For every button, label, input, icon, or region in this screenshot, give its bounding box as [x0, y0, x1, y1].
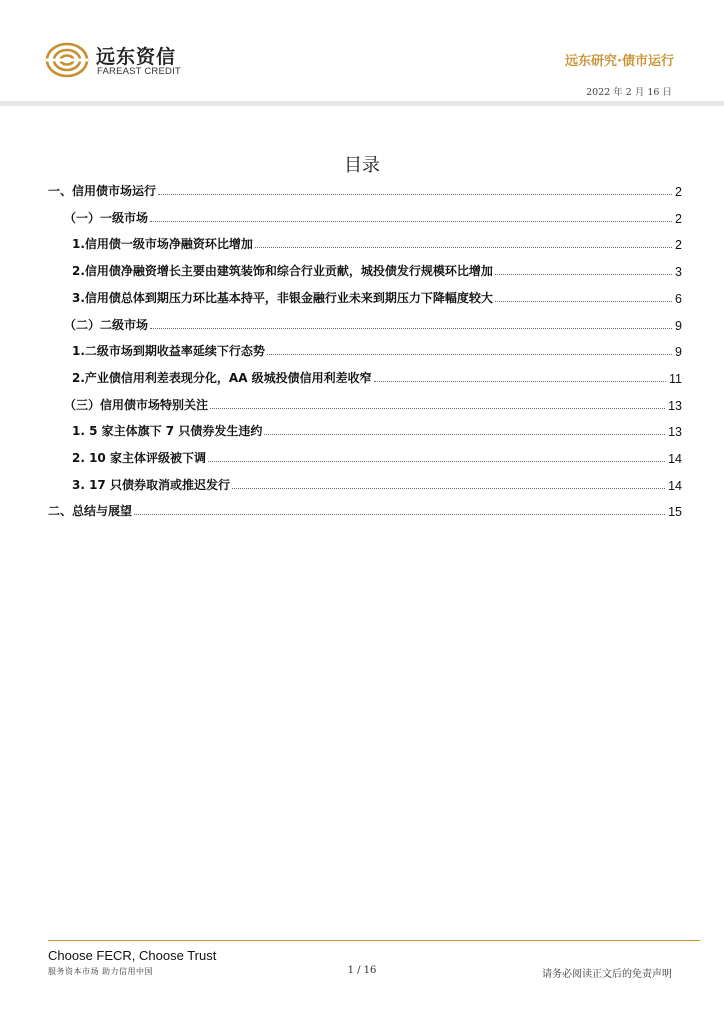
toc-entry-title: 2.信用债净融资增长主要由建筑装饰和综合行业贡献，城投债发行规模环比增加 [72, 264, 493, 279]
toc-dot-leader [267, 353, 672, 355]
footer-disclaimer: 请务必阅读正文后的免责声明 [542, 969, 672, 980]
toc-entry-title: 一、信用债市场运行 [48, 184, 157, 198]
toc-entry[interactable] [72, 261, 682, 279]
logo-chinese-name: 远东资信 [96, 46, 177, 68]
toc-dot-leader [264, 433, 665, 435]
toc-entry-page: 13 [668, 398, 682, 413]
toc-dot-leader [208, 460, 665, 462]
toc-entry[interactable] [72, 475, 682, 493]
toc-dot-leader [134, 513, 665, 515]
toc-title: 目录 [344, 155, 380, 176]
toc-entry-page: 6 [675, 291, 682, 306]
toc-entry-title: 3.信用债总体到期压力环比基本持平，非银金融行业未来到期压力下降幅度较大 [72, 290, 493, 305]
toc-entry-page: 9 [675, 318, 682, 333]
toc-entry-page: 9 [675, 345, 682, 360]
toc-entry[interactable] [72, 448, 682, 466]
toc-dot-leader [150, 327, 672, 329]
toc-entry-page: 14 [668, 478, 682, 493]
toc-entry-page: 14 [668, 452, 682, 466]
report-series-tag: 远东研究·债市运行 [565, 54, 674, 69]
header-divider [0, 101, 724, 106]
logo-english-name: FAREAST CREDIT [97, 66, 181, 77]
toc-dot-leader [210, 407, 665, 409]
footer-slogan: Choose FECR, Choose Trust [48, 948, 217, 963]
toc-dot-leader [158, 193, 672, 195]
report-date: 2022 年 2 月 16 日 [586, 87, 672, 98]
toc-entry-page: 13 [668, 425, 682, 440]
fareast-credit-logo-icon [44, 40, 90, 80]
toc-entry[interactable] [64, 395, 682, 413]
footer-divider [48, 940, 700, 941]
page-number: 1 / 16 [347, 965, 377, 976]
toc-entry-title: 1.二级市场到期收益率延续下行态势 [72, 344, 265, 359]
toc-entry-page: 2 [675, 185, 682, 199]
toc-entry-page: 2 [675, 238, 682, 253]
page-header [0, 0, 724, 110]
toc-entry-title: 2.产业债信用利差表现分化，AA 级城投债信用利差收窄 [72, 370, 372, 385]
toc-entry-title: 3. 17 只债券取消或推迟发行 [72, 477, 230, 492]
company-logo [44, 40, 194, 80]
toc-entry[interactable] [64, 315, 682, 333]
toc-dot-leader [495, 273, 672, 275]
toc-entry-title: 1. 5 家主体旗下 7 只债券发生违约 [72, 424, 263, 439]
toc-entry[interactable] [72, 234, 682, 252]
footer-subslogan: 服务资本市场 助力信用中国 [48, 967, 154, 976]
toc-entry[interactable] [72, 368, 682, 386]
toc-entry[interactable] [72, 288, 682, 306]
toc-entry-page: 15 [668, 505, 682, 520]
toc-dot-leader [150, 220, 672, 222]
toc-entry-title: （二）二级市场 [64, 317, 149, 332]
toc-entry[interactable] [48, 501, 682, 519]
toc-entry[interactable] [72, 341, 682, 359]
toc-dot-leader [495, 300, 672, 302]
toc-entry-title: （一）一级市场 [64, 210, 149, 225]
toc-entry-title: 1.信用债一级市场净融资环比增加 [72, 237, 253, 252]
toc-dot-leader [255, 246, 672, 248]
toc-entry-page: 2 [675, 211, 682, 226]
toc-dot-leader [374, 380, 666, 382]
toc-entry-title: （三）信用债市场特别关注 [64, 397, 209, 412]
toc-dot-leader [232, 487, 665, 489]
toc-entry[interactable] [64, 208, 682, 226]
toc-entry-title: 2. 10 家主体评级被下调 [72, 451, 206, 465]
toc-entry[interactable] [72, 421, 682, 439]
toc-entry-page: 11 [669, 371, 682, 386]
toc-entry[interactable] [48, 181, 682, 199]
toc-entry-page: 3 [675, 265, 682, 280]
toc-entry-title: 二、总结与展望 [48, 504, 133, 519]
